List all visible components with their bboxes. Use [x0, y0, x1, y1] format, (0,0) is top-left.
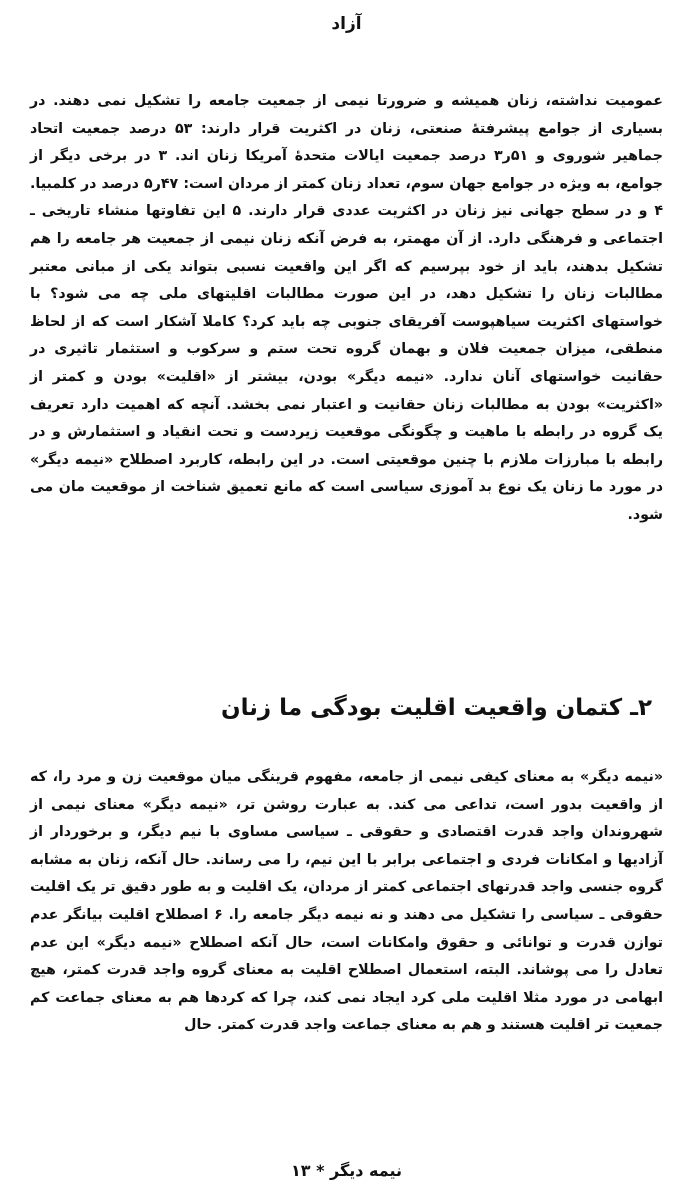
running-header: آزاد — [331, 14, 362, 34]
page-footer: نیمه دیگر * ۱۳ — [290, 1161, 403, 1180]
section-heading: ۲ـ کتمان واقعیت اقلیت بودگی ما زنان — [221, 695, 652, 721]
section-paragraph: «نیمه دیگر» به معنای کیفی نیمی از جامعه، مفهوم قرینگی میان موقعیت زن و مرد را، که از واقعیت بدور است، تداعی می کند. به عبارت روشن تر، «نیمه دیگر» معنای نیمی از شهروندان واجد قدرت اقتصادی و حقوقی ـ سیاسی مساوی با نیم دیگر، و برخوردار از آزادیها و امکانات فردی و اجتماعی برابر با این نیم، را می رساند. حال آنکه، زنان به مشابه گروه جنسی واجد قدرتهای اجتماعی کمتر از مردان، یک اقلیت و به طور دقیق تر یک اقلیت حقوقی ـ سیاسی را تشکیل می دهند و نه نیمه دیگر جامعه را. ۶ اصطلاح اقلیت بیانگر عدم توازن قدرت و توانائی و حقوق وامکانات است، حال آنکه اصطلاح «نیمه دیگر» این عدم تعادل را می پوشاند. البته، استعمال اصطلاح اقلیت به معنای گروه واجد قدرت کمتر، هیچ ابهامی در مورد مثلا اقلیت ملی کرد ایجاد نمی کند، چرا که کردها هم به معنای جماعت کم جمعیت تر اقلیت هستند و هم به معنای جماعت واجد قدرت کمتر. حال — [30, 769, 663, 1034]
intro-paragraph: عمومیت نداشته، زنان همیشه و ضرورتا نیمی از جمعیت جامعه را تشکیل نمی دهند. در بسیاری از جوامع پیشرفتهٔ صنعتی، زنان در اکثریت قرار دارند: ۵۳ درصد جمعیت اتحاد جماهیر شوروی و ۵۱ر۳ درصد جمعیت ایالات متحدهٔ آمریکا زنان اند. ۳ در برخی دیگر از جوامع، به ویژه در جوامع جهان سوم، تعداد زنان کمتر از مردان است: ۴۷ر۵ درصد در کلمبیا. ۴ و در سطح جهانی نیز زنان در اکثریت عددی قرار دارند. ۵ این تفاوتها منشاء تاریخی ـ اجتماعی و فرهنگی دارد. از آن مهمتر، به فرض آنکه زنان نیمی از جمعیت هر جامعه را هم تشکیل بدهند، باید از خود بپرسیم که اگر این واقعیت نسبی بتواند یکی از مبانی معتبر مطالبات زنان را تشکیل دهد، در این صورت مطالبات اقلیتهای ملی چه می شود؟ با خواستهای اکثریت سیاهپوست آفریقای جنوبی چه باید کرد؟ کاملا آشکار است که از لحاظ منطقی، میزان جمعیت فلان و بهمان گروه تحت ستم و سرکوب و استثمار تاثیری در حقانیت خواستهای آنان ندارد. «نیمه دیگر» بودن، بیشتر از «اقلیت» بودن و کمتر از «اکثریت» بودن به مطالبات زنان حقانیت و اعتبار نمی بخشد. آنچه که اهمیت دارد تعریف یک گروه در رابطه با ماهیت و چگونگی موقعیت زیردست و تحت انقیاد و استثمارش و در رابطه با مبارزات ملازم با چنین موقعیتی است. در این رابطه، کاربرد اصطلاح «نیمه دیگر» در مورد ما زنان یک نوع بد آموزی سیاسی است که مانع تعمیق شناخت از موقعیت مان می شود. — [30, 93, 664, 523]
